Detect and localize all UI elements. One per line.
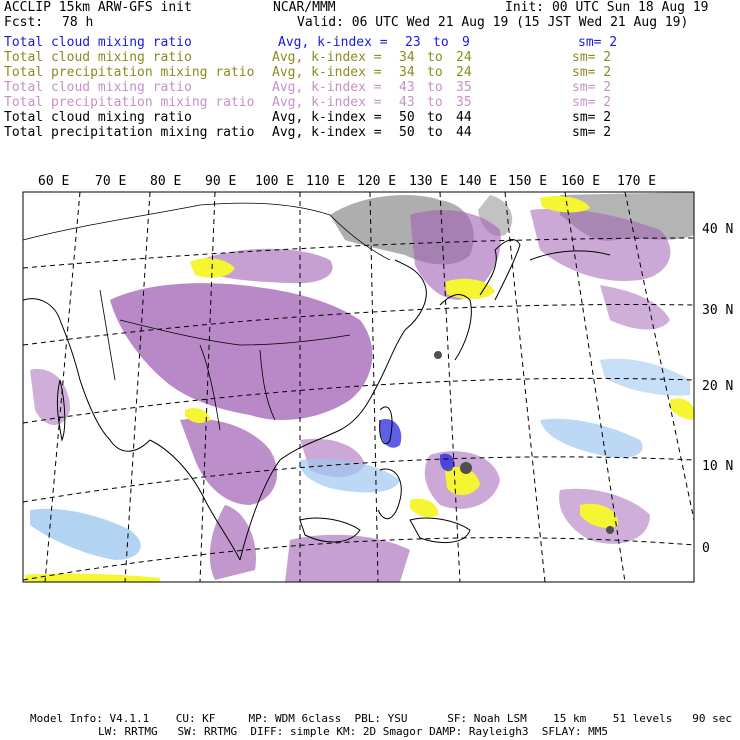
organization: NCAR/MMM bbox=[273, 0, 336, 15]
legend-row-avg: Avg, k-index = bbox=[272, 95, 382, 110]
legend-row-avg: Avg, k-index = bbox=[272, 80, 382, 95]
init-time: Init: 00 UTC Sun 18 Aug 19 bbox=[505, 0, 709, 15]
legend-row-k1: 34 bbox=[399, 50, 415, 65]
legend-row-name: Total cloud mixing ratio bbox=[4, 80, 192, 95]
legend-row-sm: sm= 2 bbox=[572, 95, 612, 110]
legend-row-name: Total precipitation mixing ratio bbox=[4, 65, 255, 80]
legend-row-sm: sm= 2 bbox=[572, 50, 612, 65]
legend-row-k1: 50 bbox=[399, 110, 415, 125]
legend-row-k1: 43 bbox=[399, 95, 415, 110]
legend-row-k2: 24 bbox=[456, 65, 472, 80]
longitude-label: 60 E bbox=[38, 174, 70, 189]
legend-row-name: Total precipitation mixing ratio bbox=[4, 95, 255, 110]
legend-row-k2: 44 bbox=[456, 125, 472, 140]
legend-row-to: to bbox=[427, 95, 443, 110]
legend-row-k1: 43 bbox=[399, 80, 415, 95]
legend-row-k1: 34 bbox=[399, 65, 415, 80]
longitude-label: 160 E bbox=[561, 174, 601, 189]
model-info-line-1: Model Info: V4.1.1 CU: KF MP: WDM 6class PBL: YSU SF: Noah LSM 15 km 51 levels 90 sec bbox=[30, 712, 732, 725]
longitude-label: 100 E bbox=[255, 174, 295, 189]
longitude-label: 80 E bbox=[150, 174, 182, 189]
latitude-label: 30 N bbox=[702, 303, 734, 318]
legend-row-avg: Avg, k-index = bbox=[272, 65, 382, 80]
model-info-line-2: LW: RRTMG SW: RRTMG DIFF: simple KM: 2D Smagor DAMP: Rayleigh3 SFLAY: MM5 bbox=[98, 725, 608, 738]
legend-row-avg: Avg, k-index = bbox=[272, 110, 382, 125]
map-title: ACCLIP 15km ARW-GFS init bbox=[4, 0, 192, 15]
legend-row-sm: sm= 2 bbox=[572, 110, 612, 125]
longitude-label: 140 E bbox=[458, 174, 498, 189]
legend-row-k2: 35 bbox=[456, 80, 472, 95]
legend-row-name: Total precipitation mixing ratio bbox=[4, 125, 255, 140]
legend-row-k2: 35 bbox=[456, 95, 472, 110]
legend-row-sm: sm= 2 bbox=[578, 35, 618, 50]
dark-core bbox=[434, 351, 442, 359]
legend-row-avg: Avg, k-index = bbox=[278, 35, 388, 50]
valid-time: Valid: 06 UTC Wed 21 Aug 19 (15 JST Wed 21 Aug 19) bbox=[297, 15, 689, 30]
legend-row-to: to bbox=[427, 50, 443, 65]
legend-row-k1: 23 bbox=[405, 35, 421, 50]
legend-row-k1: 50 bbox=[399, 125, 415, 140]
longitude-label: 120 E bbox=[357, 174, 397, 189]
legend-row-to: to bbox=[427, 80, 443, 95]
legend-row-to: to bbox=[427, 65, 443, 80]
legend-row-to: to bbox=[427, 125, 443, 140]
legend-row-k2: 9 bbox=[462, 35, 470, 50]
longitude-label: 70 E bbox=[95, 174, 127, 189]
legend-row-name: Total cloud mixing ratio bbox=[4, 35, 192, 50]
dark-core bbox=[606, 526, 614, 534]
dark-core bbox=[460, 462, 472, 474]
legend-row-k2: 24 bbox=[456, 50, 472, 65]
legend-row-name: Total cloud mixing ratio bbox=[4, 110, 192, 125]
legend-row-to: to bbox=[433, 35, 449, 50]
longitude-label: 110 E bbox=[306, 174, 346, 189]
latitude-labels bbox=[702, 222, 733, 556]
latitude-label: 20 N bbox=[702, 379, 734, 394]
legend-row-k2: 44 bbox=[456, 110, 472, 125]
legend-row-sm: sm= 2 bbox=[572, 80, 612, 95]
longitude-label: 150 E bbox=[508, 174, 548, 189]
legend-row-name: Total cloud mixing ratio bbox=[4, 50, 192, 65]
longitude-labels bbox=[38, 174, 656, 189]
latitude-label: 40 N bbox=[702, 222, 734, 237]
legend-row-avg: Avg, k-index = bbox=[272, 125, 382, 140]
latitude-label: 10 N bbox=[702, 459, 734, 474]
forecast-hour: 78 h bbox=[62, 15, 94, 30]
longitude-label: 130 E bbox=[409, 174, 449, 189]
longitude-label: 170 E bbox=[617, 174, 657, 189]
legend-row-sm: sm= 2 bbox=[572, 65, 612, 80]
forecast-label: Fcst: bbox=[4, 15, 44, 30]
legend-row-sm: sm= 2 bbox=[572, 125, 612, 140]
legend-row-to: to bbox=[427, 110, 443, 125]
longitude-label: 90 E bbox=[205, 174, 237, 189]
latitude-label: 0 bbox=[702, 541, 710, 556]
legend-row-avg: Avg, k-index = bbox=[272, 50, 382, 65]
